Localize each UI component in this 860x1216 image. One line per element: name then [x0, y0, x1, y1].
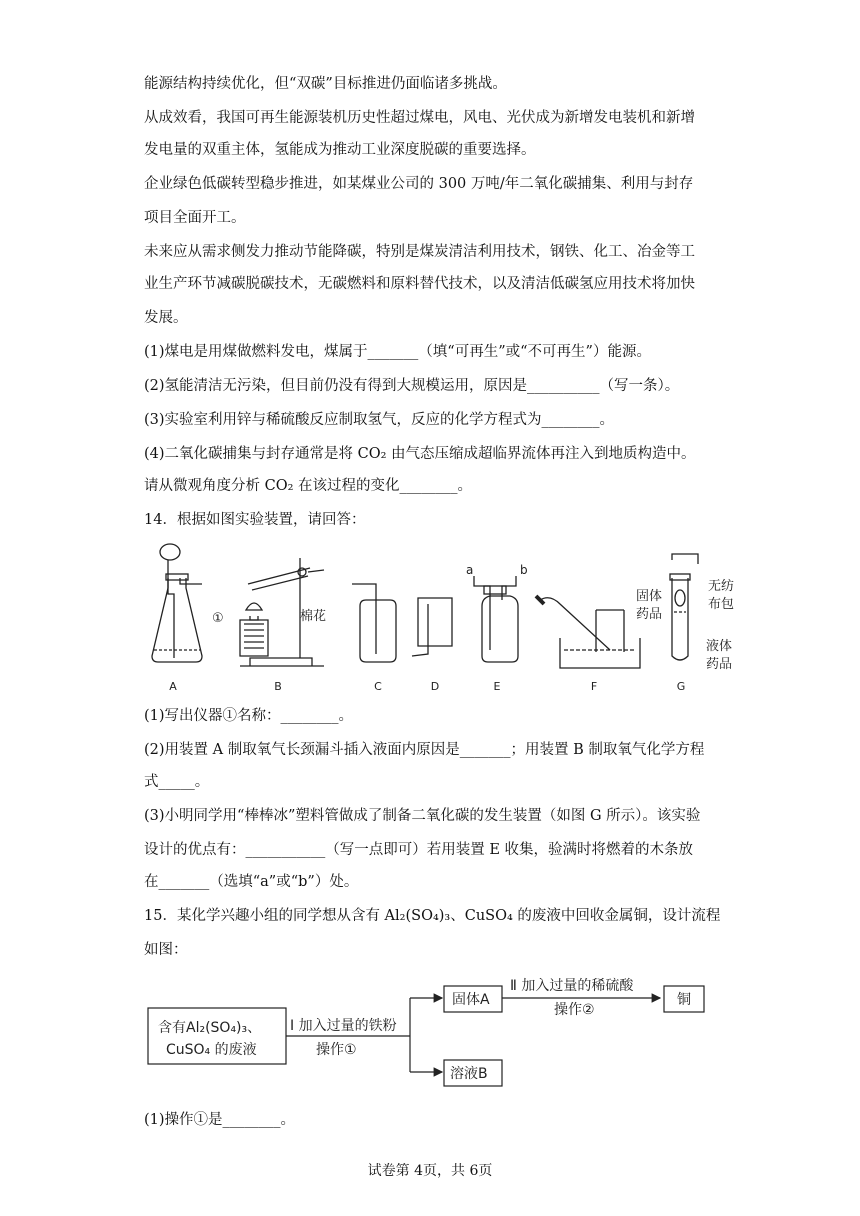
cotton-label: 棉花: [300, 609, 327, 624]
liquid-drug-label-1: 液体: [706, 639, 733, 654]
text-line: 在_______（选填“a”或“b”）处。: [144, 874, 359, 890]
apparatus-f: [536, 596, 640, 668]
bag-label-2: 布包: [708, 597, 735, 612]
text-line: 未来应从需求侧发力推动节能降碳，特别是煤炭清洁利用技术，钢铁、化工、冶金等工: [144, 244, 695, 260]
apparatus-d: [412, 598, 452, 656]
flow-chart: [140, 968, 740, 1088]
text-line: 设计的优点有：___________（写一点即可）若用装置 E 收集，验满时将燃着的木条放: [144, 842, 694, 858]
text-line: 能源结构持续优化，但“双碳”目标推进仍面临诸多挑战。: [144, 76, 507, 92]
operation-2-text: 操作②: [554, 1002, 595, 1018]
label-d: D: [430, 680, 440, 693]
step-2-text: Ⅱ 加入过量的稀硫酸: [510, 978, 634, 994]
question-1: (1)煤电是用煤做燃料发电，煤属于_______（填“可再生”或“不可再生”）能源。: [144, 344, 651, 360]
label-b: B: [274, 680, 282, 693]
start-text-1: 含有Al₂(SO₄)₃、: [158, 1020, 262, 1036]
text-line: 请从微观角度分析 CO₂ 在该过程的变化________。: [144, 478, 473, 494]
label-g: G: [676, 680, 686, 693]
question-15-heading: 15．某化学兴趣小组的同学想从含有 Al₂(SO₄)₃、CuSO₄ 的废液中回收金属铜，设计流程: [144, 908, 721, 924]
text-line: 项目全面开工。: [144, 210, 246, 226]
solid-drug-label-2: 药品: [636, 607, 663, 622]
solid-a-text: 固体A: [452, 992, 490, 1008]
text-line: 从成效看，我国可再生能源装机历史性超过煤电，风电、光伏成为新增发电装机和新增: [144, 110, 695, 126]
apparatus-figure: [140, 538, 740, 698]
question-14-3: (3)小明同学用“棒棒冰”塑料管做成了制备二氧化碳的发生装置（如图 G 所示）。该实验: [144, 808, 701, 824]
apparatus-e: [474, 576, 518, 662]
text-line: 发展。: [144, 310, 188, 326]
question-14-heading: 14．根据如图实验装置，请回答：: [144, 512, 366, 528]
port-b-label: b: [520, 563, 528, 577]
step-1-text: Ⅰ 加入过量的铁粉: [290, 1018, 397, 1034]
question-15-1: (1)操作①是________。: [144, 1112, 296, 1128]
instrument-1-mark: ①: [212, 611, 224, 626]
question-14-1: (1)写出仪器①名称：________。: [144, 708, 354, 724]
text-line: 企业绿色低碳转型稳步推进，如某煤业公司的 300 万吨/年二氧化碳捕集、利用与封存: [144, 176, 694, 192]
operation-1-text: 操作①: [316, 1042, 357, 1058]
apparatus-a: [152, 544, 202, 662]
bag-label-1: 无纺: [708, 579, 735, 594]
question-14-2: (2)用装置 A 制取氧气长颈漏斗插入液面内原因是_______；用装置 B 制取氧气化学方程: [144, 742, 705, 758]
label-a: A: [169, 680, 177, 693]
start-text-2: CuSO₄ 的废液: [166, 1042, 257, 1058]
text-line: 式_____。: [144, 774, 210, 790]
solution-b-text: 溶液B: [450, 1066, 488, 1082]
apparatus-g: [670, 554, 698, 660]
copper-text: 铜: [677, 992, 691, 1008]
port-a-label: a: [466, 563, 474, 577]
apparatus-c: [352, 584, 396, 662]
question-3: (3)实验室利用锌与稀硫酸反应制取氢气，反应的化学方程式为________。: [144, 412, 615, 428]
liquid-drug-label-2: 药品: [706, 657, 733, 672]
question-4: (4)二氧化碳捕集与封存通常是将 CO₂ 由气态压缩成超临界流体再注入到地质构造中。: [144, 446, 696, 462]
page-footer: 试卷第 4页，共 6页: [367, 1163, 493, 1179]
solid-drug-label-1: 固体: [636, 589, 663, 604]
label-f: F: [590, 680, 598, 693]
text-line: 业生产环节减碳脱碳技术，无碳燃料和原料替代技术，以及清洁低碳氢应用技术将加快: [144, 276, 695, 292]
text-line: 发电量的双重主体，氢能成为推动工业深度脱碳的重要选择。: [144, 142, 536, 158]
label-e: E: [493, 680, 501, 693]
question-2: (2)氢能清洁无污染，但目前仍没有得到大规模运用，原因是__________（写一条）。: [144, 378, 680, 394]
text-line: 如图：: [144, 942, 188, 958]
label-c: C: [374, 680, 382, 693]
